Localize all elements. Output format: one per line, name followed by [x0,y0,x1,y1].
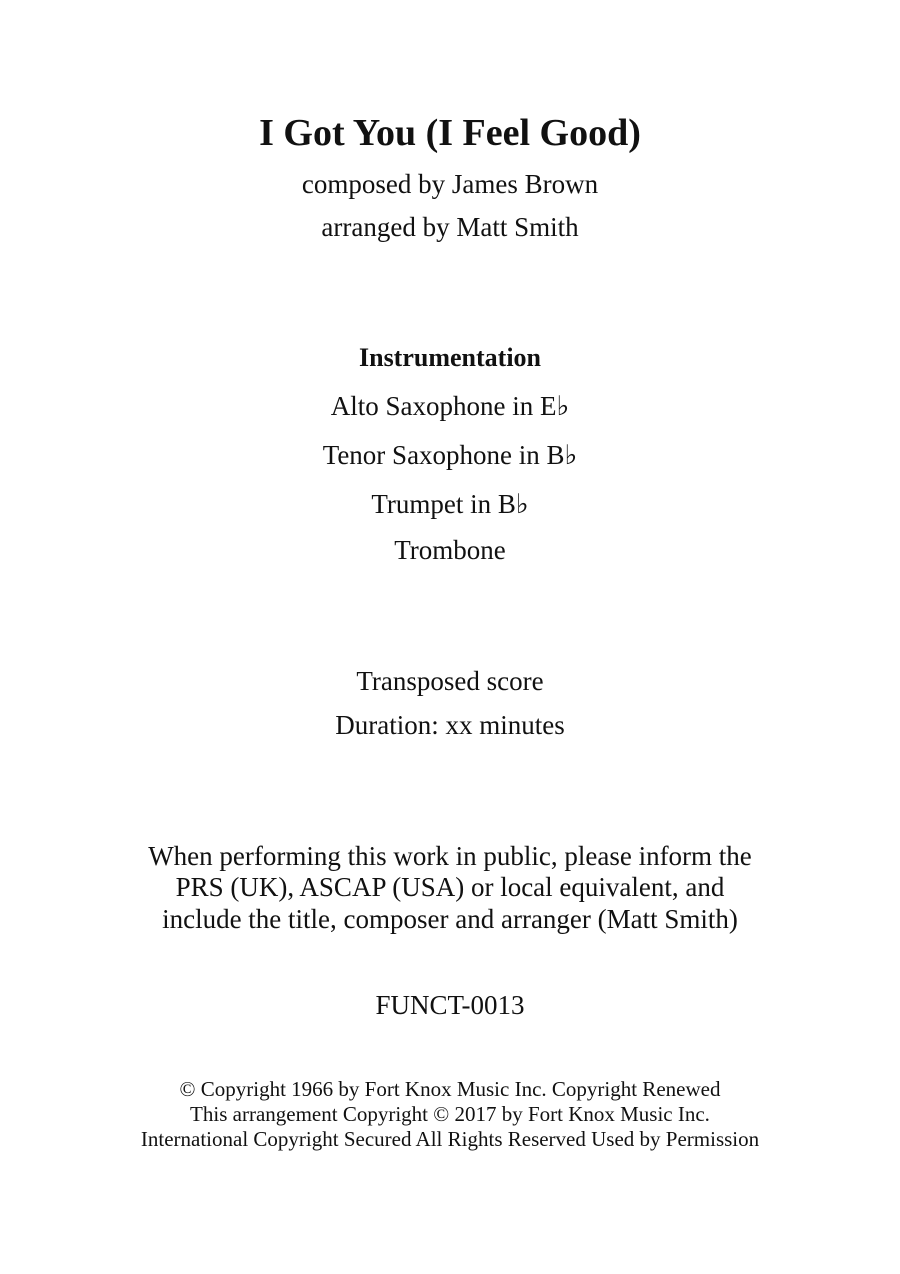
copyright-line: This arrangement Copyright © 2017 by Fort Knox Music Inc. [190,1102,710,1126]
score-type: Transposed score [356,666,544,696]
instrument-item: Trumpet in B♭ [371,489,529,519]
instrument-item: Alto Saxophone in E♭ [330,391,570,421]
performance-notice-line: include the title, composer and arranger (Matt Smith) [162,904,738,934]
page-title: I Got You (I Feel Good) [259,112,641,154]
performance-notice-line: When performing this work in public, please inform the [148,841,752,871]
arranger-credit: arranged by Matt Smith [321,212,579,242]
instrument-item: Trombone [394,535,506,565]
instrument-item: Tenor Saxophone in B♭ [322,440,578,470]
catalog-code: FUNCT-0013 [375,990,525,1020]
duration: Duration: xx minutes [335,710,565,740]
copyright-line: © Copyright 1966 by Fort Knox Music Inc. Copyright Renewed [179,1077,721,1101]
instrumentation-heading: Instrumentation [358,343,541,372]
copyright-line: International Copyright Secured All Rights Reserved Used by Permission [140,1127,760,1151]
performance-notice-line: PRS (UK), ASCAP (USA) or local equivalent, and [175,872,725,902]
composer-credit: composed by James Brown [301,169,599,199]
